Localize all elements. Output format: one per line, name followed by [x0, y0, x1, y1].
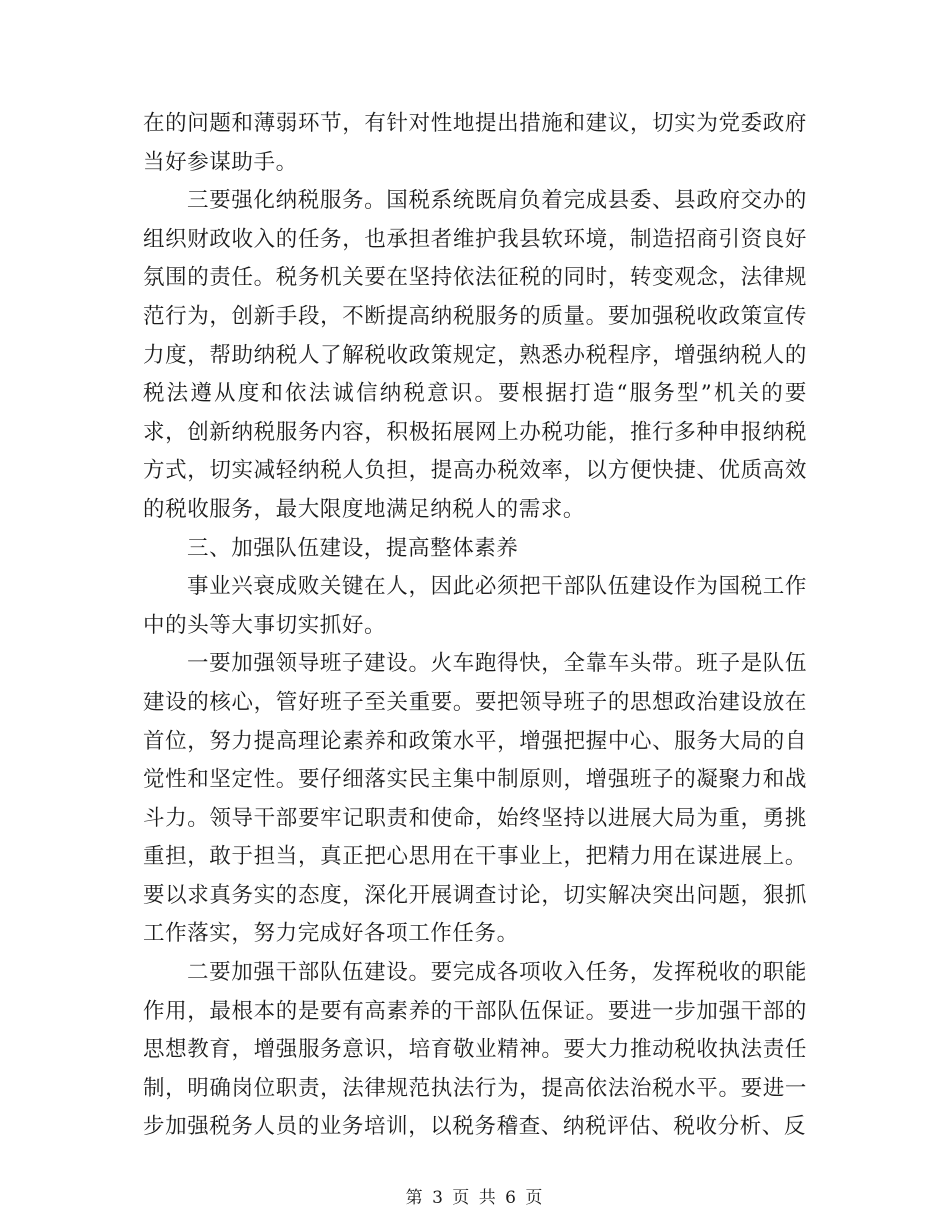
- paragraph-continuation: 在的问题和薄弱环节，有针对性地提出措施和建议，切实为党委政府当好参谋助手。: [143, 111, 807, 175]
- paragraph-team-intro: 事业兴衰成败关键在人，因此必须把干部队伍建设作为国税工作中的头等大事切实抓好。: [143, 574, 807, 638]
- paragraph-cadre: 二要加强干部队伍建设。要完成各项收入任务，发挥税收的职能作用，最根本的是要有高素养的干部队伍保证。要进一步加强干部的思想教育，增强服务意识，培育敬业精神。要大力推动税收执法责任制，明确岗位职责，法律规范执法行为，提高依法治税水平。要进一步加强税务人员的业务培训，以税务稽查、纳税评估、税收分析、反: [143, 960, 807, 1140]
- page-number-footer: 第 3 页 共 6 页: [405, 1188, 545, 1208]
- section-heading: 三、加强队伍建设，提高整体素养: [187, 535, 519, 561]
- document-body: [143, 105, 807, 1147]
- paragraph-tax-service: 三要强化纳税服务。国税系统既肩负着完成县委、县政府交办的组织财政收入的任务，也承担者维护我县软环境，制造招商引资良好氛围的责任。税务机关要在坚持依法征税的同时，转变观念，法律规范行为，创新手段，不断提高纳税服务的质量。要加强税收政策宣传力度，帮助纳税人了解税收政策规定，熟悉办税程序，增强纳税人的税法遵从度和依法诚信纳税意识。要根据打造“服务型”机关的要求，创新纳税服务内容，积极拓展网上办税功能，推行多种申报纳税方式，切实减轻纳税人负担，提高办税效率，以方便快捷、优质高效的税收服务，最大限度地满足纳税人的需求。: [143, 188, 807, 522]
- paragraph-leadership: 一要加强领导班子建设。火车跑得快，全靠车头带。班子是队伍建设的核心，管好班子至关重要。要把领导班子的思想政治建设放在首位，努力提高理论素养和政策水平，增强把握中心、服务大局的自觉性和坚定性。要仔细落实民主集中制原则，增强班子的凝聚力和战斗力。领导干部要牢记职责和使命，始终坚持以进展大局为重，勇挑重担，敢于担当，真正把心思用在干事业上，把精力用在谋进展上。要以求真务实的态度，深化开展调查讨论，切实解决突出问题，狠抓工作落实，努力完成好各项工作任务。: [143, 651, 807, 947]
